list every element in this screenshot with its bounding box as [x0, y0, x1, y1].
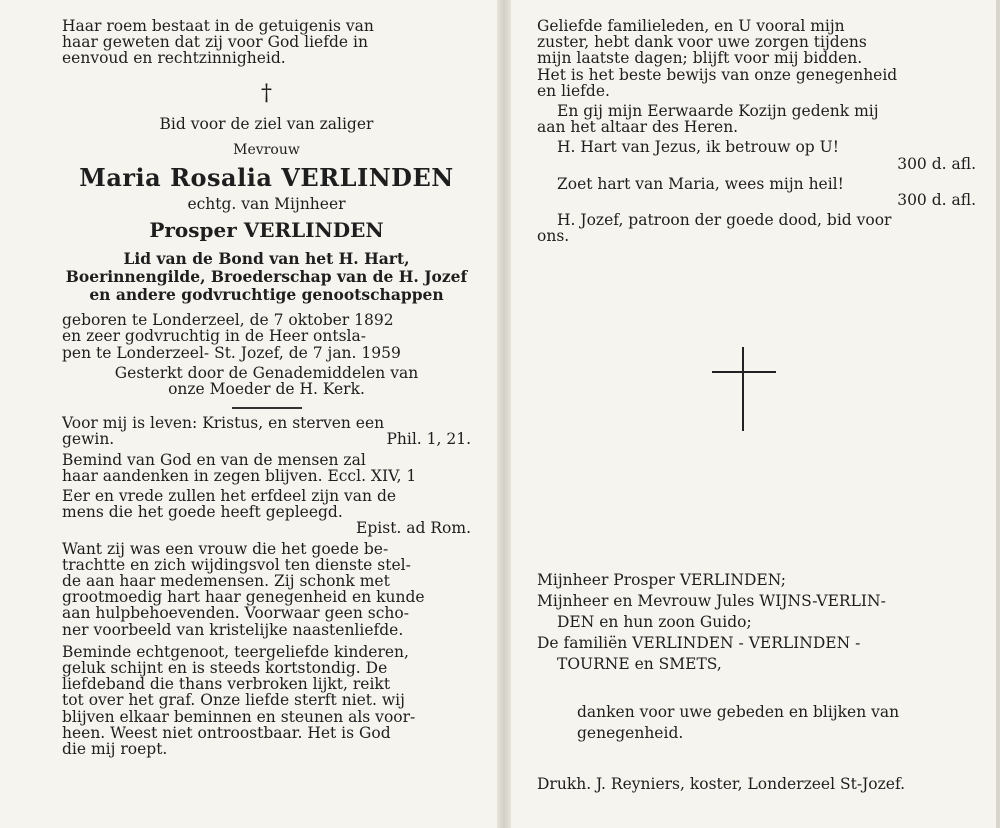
family-line: Mijnheer Prosper VERLINDEN;	[537, 571, 786, 589]
quote-line: Voor mij is leven: Kristus, en sterven een	[62, 414, 385, 433]
para-line: En gij mijn Eerwaarde Kozijn gedenk mij	[557, 102, 879, 121]
para-line: Beminde echtgenoot, teergeliefde kinderen,	[62, 642, 409, 661]
divider	[232, 407, 302, 409]
small-cross-icon: †	[261, 80, 272, 106]
para-line: heen. Weest niet ontroostbaar. Het is God	[62, 723, 391, 742]
cross-icon	[712, 347, 776, 431]
quote-line: haar aandenken in zegen blijven. Eccl. XIV, 1	[62, 466, 417, 485]
para-line: aan hulpbehoevenden. Voorwaar geen scho-	[62, 604, 409, 623]
sacrament-line: onze Moeder de H. Kerk.	[168, 380, 365, 399]
quote-line: Eer en vrede zullen het erfdeel zijn van de	[62, 487, 397, 506]
quote-text: gewin.	[62, 430, 115, 449]
thanks-line: genegenheid.	[577, 724, 684, 742]
indulgence: 300 d. afl.	[897, 154, 976, 173]
para-line: ner voorbeeld van kristelijke naastenliefde.	[62, 620, 404, 639]
indulgence: 300 d. afl.	[897, 191, 976, 210]
quote-line: Bemind van God en van de mensen zal	[62, 450, 366, 469]
title-line: Mevrouw	[233, 141, 300, 158]
pray-line: Bid voor de ziel van zaliger	[159, 114, 374, 133]
intro-line: Haar roem bestaat in de getuigenis van	[62, 17, 374, 35]
deceased-name: Maria Rosalia VERLINDEN	[79, 163, 454, 193]
para-line: trachtte en zich wijdingsvol ten dienste stel-	[62, 555, 411, 574]
bio-line: pen te Londerzeel- St. Jozef, de 7 jan. 1959	[62, 343, 401, 362]
para-line: grootmoedig hart haar genegenheid en kunde	[62, 588, 425, 607]
quote-ref: Epist. ad Rom.	[356, 519, 471, 538]
membership-line: Lid van de Bond van het H. Hart,	[123, 249, 410, 269]
printer-line	[537, 774, 977, 794]
prayer-line: H. Jozef, patroon der goede dood, bid voor	[557, 211, 892, 230]
right-page	[511, 0, 1000, 828]
para-line: geluk schijnt en is steeds kortstondig. De	[62, 659, 388, 678]
card-fold	[497, 0, 511, 828]
bio-line: en zeer godvruchtig in de Heer ontsla-	[62, 327, 366, 346]
para-line: die mij roept.	[62, 740, 168, 759]
quote-line	[62, 431, 471, 447]
quote-line: mens die het goede heeft gepleegd.	[62, 503, 343, 522]
thanks-block	[577, 702, 977, 744]
para-line: aan het altaar des Heren.	[537, 118, 739, 137]
membership-line: en andere godvruchtige genootschappen	[89, 285, 444, 305]
para-line: zuster, hebt dank voor uwe zorgen tijdens	[537, 33, 867, 52]
family-line: TOURNE en SMETS,	[557, 655, 722, 673]
prayer-line: Zoet hart van Maria, wees mijn heil!	[557, 174, 844, 193]
membership-line: Boerinnengilde, Broederschap van de H. Jozef	[65, 267, 468, 287]
spouse-intro: echtg. van Mijnheer	[187, 195, 346, 214]
prayer-line: ons.	[537, 227, 570, 246]
quote-ref: Phil. 1, 21.	[386, 430, 471, 449]
para-line: Want zij was een vrouw die het goede be-	[62, 539, 389, 558]
sacrament-line: Gesterkt door de Genademiddelen van	[114, 363, 419, 382]
intro-line: eenvoud en rechtzinnigheid.	[62, 49, 286, 68]
family-list	[537, 570, 977, 675]
printer-text: Drukh. J. Reyniers, koster, Londerzeel St-Jozef.	[537, 775, 906, 793]
left-page	[0, 0, 497, 828]
para-line: mijn laatste dagen; blijft voor mij bidden.	[537, 49, 863, 68]
prayer-line: H. Hart van Jezus, ik betrouw op U!	[557, 138, 839, 157]
intro-line: haar geweten dat zij voor God liefde in	[62, 33, 368, 52]
para-line: tot over het graf. Onze liefde sterft niet. wij	[62, 691, 405, 710]
family-line: DEN en hun zoon Guido;	[557, 613, 752, 631]
para-line: Het is het beste bewijs van onze genegenheid	[537, 65, 898, 84]
para-line: de aan haar medemensen. Zij schonk met	[62, 572, 390, 591]
para-line: Geliefde familieleden, en U vooral mijn	[537, 17, 845, 35]
family-line: De familiën VERLINDEN - VERLINDEN -	[537, 634, 861, 652]
thanks-line: danken voor uwe gebeden en blijken van	[577, 703, 900, 721]
para-line: blijven elkaar beminnen en steunen als voor-	[62, 707, 416, 726]
card-edge	[996, 0, 1000, 828]
spouse-name: Prosper VERLINDEN	[149, 218, 384, 243]
bio-line: geboren te Londerzeel, de 7 oktober 1892	[62, 311, 394, 330]
family-line: Mijnheer en Mevrouw Jules WIJNS-VERLIN-	[537, 592, 886, 610]
para-line: liefdeband die thans verbroken lijkt, reikt	[62, 675, 391, 694]
para-line: en liefde.	[537, 81, 610, 100]
